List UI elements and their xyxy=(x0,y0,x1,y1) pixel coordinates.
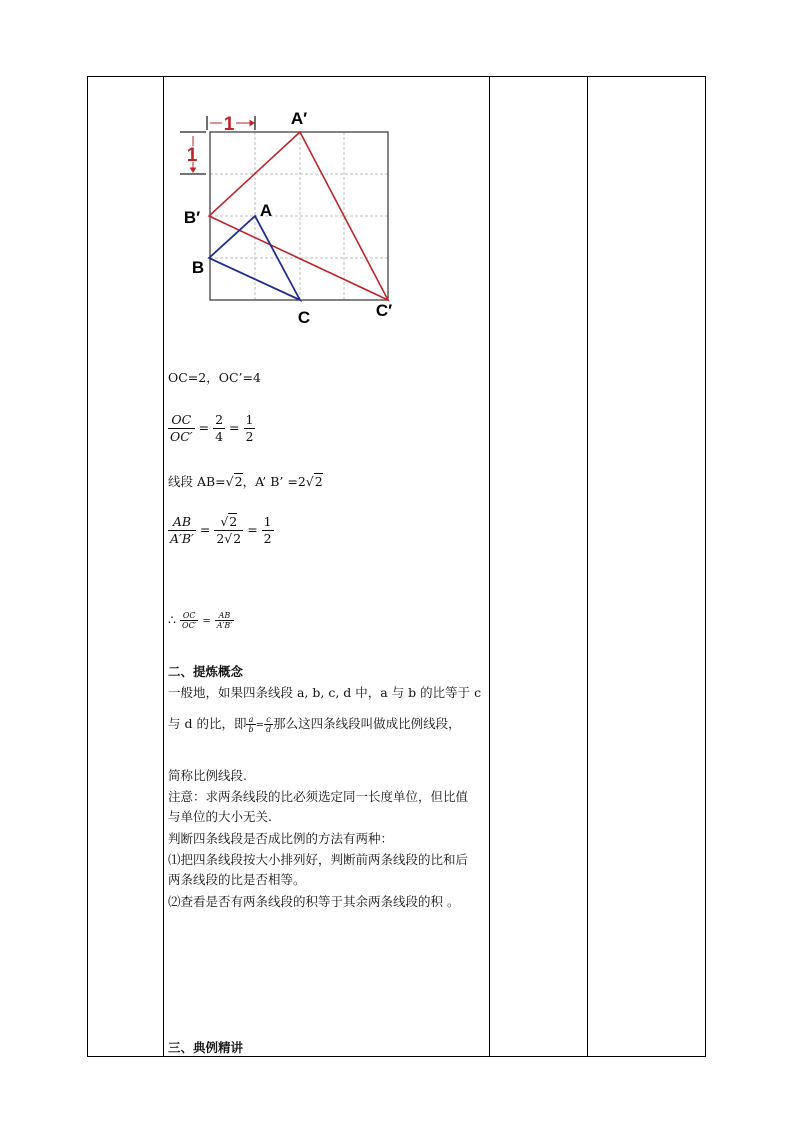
label-a-prime: A′ xyxy=(290,109,308,128)
content-column xyxy=(168,0,484,1123)
column-divider xyxy=(163,77,164,1056)
therefore-ratio: ∴ $\frac{OC}{OC'}$ = $\frac{AB}{A'B'}$ xyxy=(168,611,233,630)
oc-values: OC=2，OC’=4 xyxy=(168,370,261,385)
ratio-oc: $\frac{OC}{OC'}$ = $\frac{2}{4}$ = $\frac{1}{2}$ xyxy=(170,412,254,444)
label-c-prime: C′ xyxy=(375,301,393,320)
judge-text: 判断四条线段是否成比例的方法有两种： xyxy=(168,831,394,846)
segment-lengths: 线段 AB=√2，A’ B’ =2√2 xyxy=(168,474,323,489)
method-1: ⑴把四条线段按大小排列好，判断前两条线段的比和后两条线段的比是否相等。 xyxy=(168,852,469,887)
section-heading-examples: 三、典例精讲 xyxy=(168,1040,244,1055)
column-divider xyxy=(587,77,588,1056)
scale-y-label: 1 xyxy=(186,145,198,166)
label-b: B xyxy=(191,258,205,277)
definition-line-2: 与 d 的比，即 $\frac{a}{b}$ = $\frac{c}{d}$ 那么这四条线段叫做成比例线段， xyxy=(168,715,461,734)
label-a: A xyxy=(259,201,273,220)
label-b-prime: B′ xyxy=(183,208,201,227)
definition-line-3: 简称比例线段. xyxy=(168,768,247,783)
column-divider xyxy=(489,77,490,1056)
method-2: ⑵查看是否有两条线段的积等于其余两条线段的积 。 xyxy=(168,894,460,909)
ratio-ab: $\frac{AB}{A'B'}$ = $\frac{√2}{2√2}$ = $\frac{1}{2}$ xyxy=(170,514,272,546)
note-text: 注意：求两条线段的比必须选定同一长度单位，但比值与单位的大小无关. xyxy=(168,789,469,824)
definition-line-1: 一般地，如果四条线段 a, b, c, d 中，a 与 b 的比等于 c xyxy=(168,685,482,700)
section-heading-concept: 二、提炼概念 xyxy=(168,664,244,679)
scale-x-label: 1 xyxy=(223,114,235,135)
label-c: C xyxy=(297,308,311,327)
